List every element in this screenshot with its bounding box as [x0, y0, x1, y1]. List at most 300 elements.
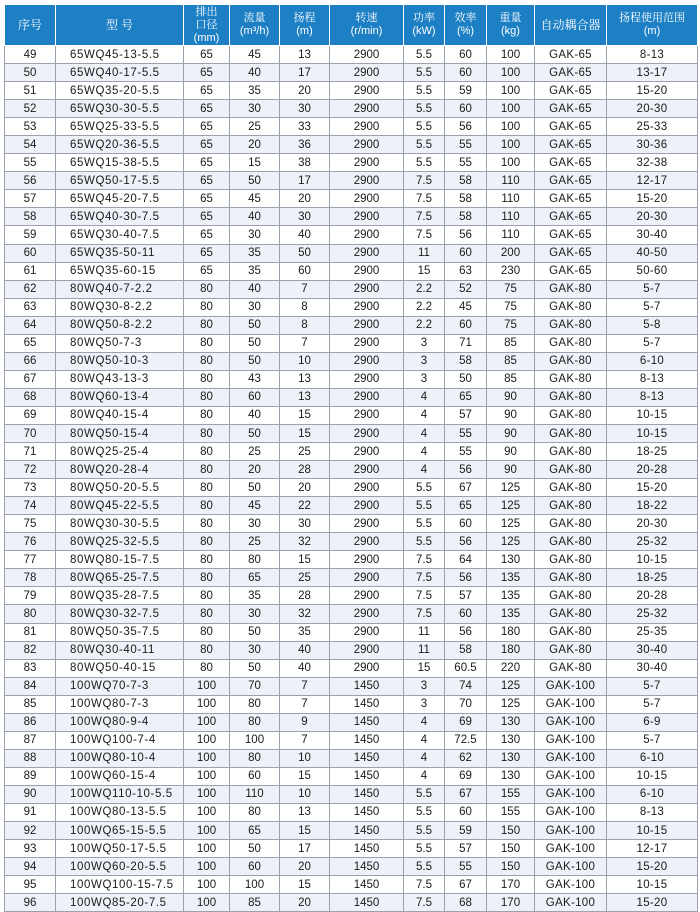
cell-range: 15-20 [607, 190, 698, 208]
cell-power: 11 [404, 244, 445, 262]
cell-coupler: GAK-100 [535, 713, 607, 731]
cell-efficiency: 60 [445, 803, 487, 821]
cell-model: 100WQ60-15-4 [56, 767, 184, 785]
cell-no: 57 [5, 190, 56, 208]
table-row [5, 82, 698, 100]
cell-speed: 1450 [330, 695, 404, 713]
cell-efficiency: 50 [445, 370, 487, 388]
pump-spec-table [4, 4, 698, 912]
table-row [5, 190, 698, 208]
cell-model: 80WQ30-40-11 [56, 641, 184, 659]
cell-no: 63 [5, 298, 56, 316]
cell-speed: 2900 [330, 100, 404, 118]
cell-efficiency: 60.5 [445, 659, 487, 677]
cell-speed: 2900 [330, 352, 404, 370]
cell-flow: 50 [230, 352, 280, 370]
cell-speed: 2900 [330, 298, 404, 316]
cell-no: 96 [5, 894, 56, 912]
cell-flow: 80 [230, 551, 280, 569]
cell-no: 81 [5, 623, 56, 641]
cell-outlet: 65 [184, 82, 230, 100]
cell-outlet: 80 [184, 298, 230, 316]
cell-head: 20 [280, 479, 330, 497]
cell-coupler: GAK-65 [535, 244, 607, 262]
cell-range: 30-40 [607, 226, 698, 244]
cell-range: 20-30 [607, 100, 698, 118]
cell-flow: 25 [230, 443, 280, 461]
cell-flow: 50 [230, 840, 280, 858]
cell-no: 49 [5, 46, 56, 64]
cell-coupler: GAK-80 [535, 370, 607, 388]
cell-power: 7.5 [404, 208, 445, 226]
cell-flow: 50 [230, 334, 280, 352]
cell-no: 77 [5, 551, 56, 569]
cell-no: 50 [5, 64, 56, 82]
cell-efficiency: 69 [445, 713, 487, 731]
cell-flow: 80 [230, 713, 280, 731]
cell-power: 5.5 [404, 118, 445, 136]
cell-model: 100WQ100-15-7.5 [56, 876, 184, 894]
header-row [5, 5, 698, 46]
cell-speed: 2900 [330, 461, 404, 479]
cell-no: 58 [5, 208, 56, 226]
cell-no: 93 [5, 840, 56, 858]
table-row [5, 388, 698, 406]
cell-flow: 110 [230, 785, 280, 803]
cell-outlet: 80 [184, 280, 230, 298]
cell-head: 7 [280, 677, 330, 695]
cell-efficiency: 58 [445, 641, 487, 659]
cell-coupler: GAK-100 [535, 894, 607, 912]
cell-no: 70 [5, 424, 56, 442]
cell-range: 5-8 [607, 316, 698, 334]
cell-weight: 155 [487, 785, 535, 803]
table-row [5, 822, 698, 840]
cell-efficiency: 60 [445, 316, 487, 334]
cell-range: 25-33 [607, 118, 698, 136]
cell-outlet: 100 [184, 785, 230, 803]
cell-weight: 135 [487, 587, 535, 605]
table-row [5, 785, 698, 803]
cell-power: 4 [404, 461, 445, 479]
cell-head: 25 [280, 443, 330, 461]
cell-power: 7.5 [404, 587, 445, 605]
cell-no: 72 [5, 461, 56, 479]
cell-outlet: 80 [184, 623, 230, 641]
cell-speed: 2900 [330, 623, 404, 641]
cell-coupler: GAK-65 [535, 154, 607, 172]
cell-speed: 2900 [330, 605, 404, 623]
cell-weight: 100 [487, 64, 535, 82]
cell-speed: 2900 [330, 244, 404, 262]
cell-head: 7 [280, 334, 330, 352]
cell-weight: 100 [487, 100, 535, 118]
cell-range: 5-7 [607, 280, 698, 298]
table-row [5, 64, 698, 82]
cell-speed: 1450 [330, 677, 404, 695]
cell-weight: 125 [487, 479, 535, 497]
cell-model: 80WQ30-32-7.5 [56, 605, 184, 623]
cell-model: 65WQ25-33-5.5 [56, 118, 184, 136]
cell-model: 80WQ50-7-3 [56, 334, 184, 352]
cell-power: 15 [404, 262, 445, 280]
cell-weight: 100 [487, 154, 535, 172]
cell-model: 100WQ60-20-5.5 [56, 858, 184, 876]
cell-coupler: GAK-80 [535, 280, 607, 298]
cell-coupler: GAK-65 [535, 100, 607, 118]
table-row [5, 154, 698, 172]
cell-speed: 1450 [330, 858, 404, 876]
cell-model: 100WQ65-15-5.5 [56, 822, 184, 840]
cell-power: 5.5 [404, 82, 445, 100]
cell-speed: 2900 [330, 280, 404, 298]
header-model: 型 号 [56, 5, 184, 46]
cell-speed: 1450 [330, 713, 404, 731]
cell-head: 36 [280, 136, 330, 154]
cell-model: 65WQ40-17-5.5 [56, 64, 184, 82]
cell-outlet: 80 [184, 388, 230, 406]
cell-range: 10-15 [607, 822, 698, 840]
cell-flow: 65 [230, 569, 280, 587]
cell-efficiency: 71 [445, 334, 487, 352]
cell-range: 10-15 [607, 767, 698, 785]
cell-weight: 75 [487, 316, 535, 334]
cell-model: 100WQ85-20-7.5 [56, 894, 184, 912]
header-no: 序号 [5, 5, 56, 46]
cell-head: 13 [280, 388, 330, 406]
cell-head: 8 [280, 316, 330, 334]
cell-efficiency: 59 [445, 82, 487, 100]
header-weight: 重量 (kg) [487, 5, 535, 46]
cell-power: 3 [404, 695, 445, 713]
cell-coupler: GAK-100 [535, 822, 607, 840]
cell-power: 4 [404, 713, 445, 731]
cell-no: 89 [5, 767, 56, 785]
cell-range: 18-25 [607, 569, 698, 587]
cell-efficiency: 58 [445, 172, 487, 190]
cell-weight: 75 [487, 298, 535, 316]
cell-power: 5.5 [404, 100, 445, 118]
cell-power: 3 [404, 334, 445, 352]
cell-outlet: 80 [184, 659, 230, 677]
table-row [5, 515, 698, 533]
cell-speed: 1450 [330, 785, 404, 803]
cell-weight: 220 [487, 659, 535, 677]
cell-range: 10-15 [607, 406, 698, 424]
cell-efficiency: 56 [445, 533, 487, 551]
cell-efficiency: 56 [445, 569, 487, 587]
cell-speed: 2900 [330, 208, 404, 226]
cell-speed: 2900 [330, 316, 404, 334]
cell-head: 28 [280, 587, 330, 605]
cell-weight: 90 [487, 443, 535, 461]
table-row [5, 533, 698, 551]
cell-speed: 1450 [330, 767, 404, 785]
cell-outlet: 65 [184, 154, 230, 172]
cell-efficiency: 67 [445, 876, 487, 894]
cell-outlet: 100 [184, 731, 230, 749]
cell-range: 8-13 [607, 388, 698, 406]
cell-flow: 35 [230, 244, 280, 262]
cell-flow: 43 [230, 370, 280, 388]
cell-coupler: GAK-80 [535, 551, 607, 569]
cell-weight: 130 [487, 551, 535, 569]
cell-flow: 30 [230, 641, 280, 659]
cell-flow: 80 [230, 695, 280, 713]
cell-model: 100WQ80-7-3 [56, 695, 184, 713]
cell-power: 2.2 [404, 280, 445, 298]
cell-power: 7.5 [404, 876, 445, 894]
cell-outlet: 80 [184, 497, 230, 515]
cell-weight: 110 [487, 208, 535, 226]
cell-head: 17 [280, 840, 330, 858]
cell-head: 15 [280, 767, 330, 785]
cell-model: 80WQ43-13-3 [56, 370, 184, 388]
cell-efficiency: 60 [445, 515, 487, 533]
cell-flow: 45 [230, 497, 280, 515]
cell-power: 5.5 [404, 858, 445, 876]
cell-efficiency: 57 [445, 587, 487, 605]
cell-head: 9 [280, 713, 330, 731]
cell-head: 17 [280, 64, 330, 82]
cell-power: 11 [404, 623, 445, 641]
cell-efficiency: 65 [445, 497, 487, 515]
cell-no: 80 [5, 605, 56, 623]
cell-outlet: 65 [184, 64, 230, 82]
cell-outlet: 80 [184, 515, 230, 533]
cell-no: 74 [5, 497, 56, 515]
cell-range: 12-17 [607, 172, 698, 190]
table-row [5, 713, 698, 731]
cell-outlet: 65 [184, 136, 230, 154]
cell-efficiency: 60 [445, 244, 487, 262]
cell-outlet: 100 [184, 677, 230, 695]
cell-weight: 110 [487, 226, 535, 244]
cell-power: 7.5 [404, 605, 445, 623]
cell-range: 5-7 [607, 677, 698, 695]
cell-range: 30-40 [607, 659, 698, 677]
cell-no: 71 [5, 443, 56, 461]
cell-speed: 2900 [330, 569, 404, 587]
cell-outlet: 100 [184, 876, 230, 894]
cell-power: 5.5 [404, 840, 445, 858]
cell-outlet: 80 [184, 406, 230, 424]
cell-flow: 40 [230, 64, 280, 82]
table-row [5, 731, 698, 749]
cell-outlet: 65 [184, 118, 230, 136]
cell-weight: 230 [487, 262, 535, 280]
cell-weight: 100 [487, 118, 535, 136]
cell-coupler: GAK-80 [535, 515, 607, 533]
cell-coupler: GAK-65 [535, 172, 607, 190]
cell-power: 3 [404, 677, 445, 695]
cell-power: 2.2 [404, 298, 445, 316]
cell-speed: 2900 [330, 533, 404, 551]
cell-coupler: GAK-80 [535, 497, 607, 515]
cell-speed: 1450 [330, 822, 404, 840]
cell-coupler: GAK-100 [535, 876, 607, 894]
cell-flow: 100 [230, 731, 280, 749]
cell-flow: 35 [230, 82, 280, 100]
cell-head: 15 [280, 822, 330, 840]
cell-flow: 35 [230, 262, 280, 280]
cell-coupler: GAK-65 [535, 208, 607, 226]
cell-coupler: GAK-80 [535, 443, 607, 461]
cell-power: 7.5 [404, 190, 445, 208]
cell-speed: 1450 [330, 894, 404, 912]
cell-coupler: GAK-65 [535, 118, 607, 136]
cell-weight: 150 [487, 858, 535, 876]
cell-efficiency: 60 [445, 46, 487, 64]
cell-range: 6-10 [607, 785, 698, 803]
cell-power: 5.5 [404, 479, 445, 497]
cell-efficiency: 56 [445, 118, 487, 136]
cell-head: 50 [280, 244, 330, 262]
cell-weight: 90 [487, 388, 535, 406]
cell-model: 80WQ35-28-7.5 [56, 587, 184, 605]
cell-head: 7 [280, 280, 330, 298]
cell-coupler: GAK-65 [535, 82, 607, 100]
table-row [5, 894, 698, 912]
table-row [5, 767, 698, 785]
cell-range: 5-7 [607, 731, 698, 749]
cell-speed: 2900 [330, 226, 404, 244]
cell-range: 50-60 [607, 262, 698, 280]
cell-weight: 170 [487, 876, 535, 894]
cell-range: 15-20 [607, 82, 698, 100]
cell-weight: 170 [487, 894, 535, 912]
cell-power: 2.2 [404, 316, 445, 334]
header-efficiency: 效率 (%) [445, 5, 487, 46]
cell-speed: 2900 [330, 497, 404, 515]
cell-efficiency: 72.5 [445, 731, 487, 749]
table-row [5, 443, 698, 461]
cell-no: 52 [5, 100, 56, 118]
cell-head: 20 [280, 82, 330, 100]
cell-coupler: GAK-65 [535, 226, 607, 244]
cell-outlet: 80 [184, 587, 230, 605]
cell-flow: 50 [230, 316, 280, 334]
table-row [5, 497, 698, 515]
cell-outlet: 80 [184, 443, 230, 461]
cell-model: 80WQ50-15-4 [56, 424, 184, 442]
cell-efficiency: 62 [445, 749, 487, 767]
cell-flow: 70 [230, 677, 280, 695]
cell-flow: 60 [230, 388, 280, 406]
cell-power: 11 [404, 641, 445, 659]
cell-flow: 35 [230, 587, 280, 605]
cell-weight: 130 [487, 713, 535, 731]
cell-no: 90 [5, 785, 56, 803]
cell-range: 5-7 [607, 298, 698, 316]
table-row [5, 298, 698, 316]
cell-head: 17 [280, 172, 330, 190]
cell-model: 80WQ40-7-2.2 [56, 280, 184, 298]
cell-flow: 30 [230, 226, 280, 244]
cell-no: 64 [5, 316, 56, 334]
cell-efficiency: 58 [445, 208, 487, 226]
cell-coupler: GAK-80 [535, 587, 607, 605]
cell-speed: 2900 [330, 443, 404, 461]
cell-range: 20-28 [607, 461, 698, 479]
cell-efficiency: 74 [445, 677, 487, 695]
cell-no: 76 [5, 533, 56, 551]
table-row [5, 695, 698, 713]
cell-head: 40 [280, 659, 330, 677]
cell-efficiency: 55 [445, 424, 487, 442]
cell-head: 38 [280, 154, 330, 172]
table-row [5, 623, 698, 641]
cell-model: 100WQ100-7-4 [56, 731, 184, 749]
cell-model: 65WQ45-20-7.5 [56, 190, 184, 208]
cell-power: 5.5 [404, 136, 445, 154]
header-head: 扬程 (m) [280, 5, 330, 46]
cell-power: 4 [404, 731, 445, 749]
cell-range: 20-28 [607, 587, 698, 605]
cell-efficiency: 57 [445, 840, 487, 858]
cell-no: 87 [5, 731, 56, 749]
cell-efficiency: 67 [445, 785, 487, 803]
table-row [5, 551, 698, 569]
cell-head: 10 [280, 749, 330, 767]
cell-efficiency: 64 [445, 551, 487, 569]
cell-speed: 2900 [330, 659, 404, 677]
cell-weight: 200 [487, 244, 535, 262]
cell-flow: 30 [230, 298, 280, 316]
cell-weight: 125 [487, 677, 535, 695]
table-row [5, 316, 698, 334]
cell-outlet: 100 [184, 894, 230, 912]
cell-head: 40 [280, 641, 330, 659]
cell-model: 65WQ35-20-5.5 [56, 82, 184, 100]
cell-outlet: 65 [184, 46, 230, 64]
cell-head: 30 [280, 515, 330, 533]
cell-weight: 85 [487, 370, 535, 388]
cell-power: 5.5 [404, 515, 445, 533]
cell-coupler: GAK-100 [535, 677, 607, 695]
cell-weight: 135 [487, 569, 535, 587]
cell-flow: 80 [230, 749, 280, 767]
cell-outlet: 100 [184, 713, 230, 731]
table-row [5, 208, 698, 226]
cell-no: 83 [5, 659, 56, 677]
cell-head: 33 [280, 118, 330, 136]
cell-flow: 30 [230, 100, 280, 118]
cell-weight: 180 [487, 641, 535, 659]
cell-outlet: 80 [184, 479, 230, 497]
cell-head: 10 [280, 785, 330, 803]
cell-range: 32-38 [607, 154, 698, 172]
cell-head: 35 [280, 623, 330, 641]
cell-coupler: GAK-65 [535, 64, 607, 82]
cell-power: 5.5 [404, 785, 445, 803]
cell-flow: 50 [230, 623, 280, 641]
cell-range: 6-10 [607, 749, 698, 767]
cell-speed: 2900 [330, 551, 404, 569]
cell-coupler: GAK-65 [535, 136, 607, 154]
cell-outlet: 80 [184, 641, 230, 659]
cell-head: 20 [280, 190, 330, 208]
table-row [5, 677, 698, 695]
cell-head: 15 [280, 424, 330, 442]
cell-flow: 25 [230, 533, 280, 551]
cell-no: 91 [5, 803, 56, 821]
cell-range: 18-25 [607, 443, 698, 461]
table-row [5, 659, 698, 677]
table-row [5, 370, 698, 388]
table-row [5, 172, 698, 190]
cell-head: 10 [280, 352, 330, 370]
